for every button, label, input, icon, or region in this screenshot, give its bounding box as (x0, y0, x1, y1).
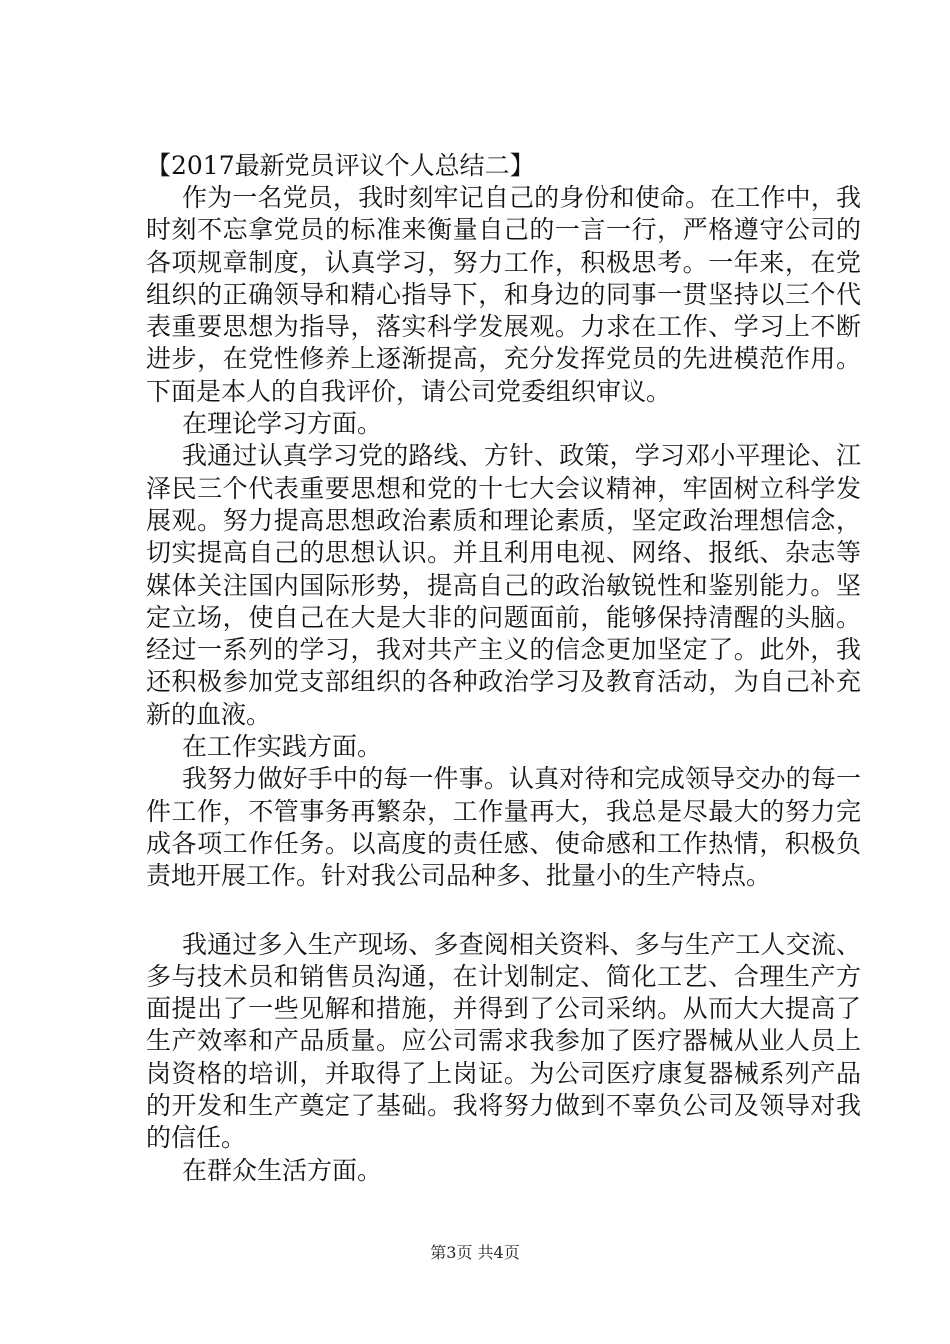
document-body (146, 150, 861, 1187)
section-heading-theory: 在理论学习方面。 (182, 409, 383, 439)
section-heading-community: 在群众生活方面。 (182, 1155, 383, 1185)
paragraph-intro: 作为一名党员，我时刻牢记自己的身份和使命。在工作中，我时刻不忘拿党员的标准来衡量自己的一言一行，严格遵守公司的各项规章制度，认真学习，努力工作，积极思考。一年来，在党组织的正确领导和精心指导下，和身边的同事一贯坚持以三个代表重要思想为指导，落实科学发展观。力求在工作、学习上不断进步，在党性修养上逐渐提高，充分发挥党员的先进模范作用。下面是本人的自我评价，请公司党委组织审议。 (146, 183, 861, 406)
paragraph-work: 我努力做好手中的每一件事。认真对待和完成领导交办的每一件工作，不管事务再繁杂，工作量再大，我总是尽最大的努力完成各项工作任务。以高度的责任感、使命感和工作热情，积极负责地开展工作。针对我公司品种多、批量小的生产特点。 (146, 764, 861, 891)
section-heading-work: 在工作实践方面。 (182, 732, 383, 762)
paragraph-theory: 我通过认真学习党的路线、方针、政策，学习邓小平理论、江泽民三个代表重要思想和党的十七大会议精神，牢固树立科学发展观。努力提高思想政治素质和理论素质，坚定政治理想信念，切实提高自己的思想认识。并且利用电视、网络、报纸、杂志等媒体关注国内国际形势，提高自己的政治敏锐性和鉴别能力。坚定立场，使自己在大是大非的问题面前，能够保持清醒的头脑。经过一系列的学习，我对共产主义的信念更加坚定了。此外，我还积极参加党支部组织的各种政治学习及教育活动，为自己补充新的血液。 (146, 441, 861, 729)
paragraph-production: 我通过多入生产现场、多查阅相关资料、多与生产工人交流、多与技术员和销售员沟通，在计划制定、简化工艺、合理生产方面提出了一些见解和措施，并得到了公司采纳。从而大大提高了生产效率和产品质量。应公司需求我参加了医疗器械从业人员上岗资格的培训，并取得了上岗证。为公司医疗康复器械系列产品的开发和生产奠定了基础。我将努力做到不辜负公司及领导对我的信任。 (146, 929, 861, 1153)
page-footer: 第3页 共4页 (430, 1243, 520, 1262)
paragraph-spacer (146, 893, 861, 929)
document-title: 【2017最新党员评议个人总结二】 (146, 151, 535, 180)
